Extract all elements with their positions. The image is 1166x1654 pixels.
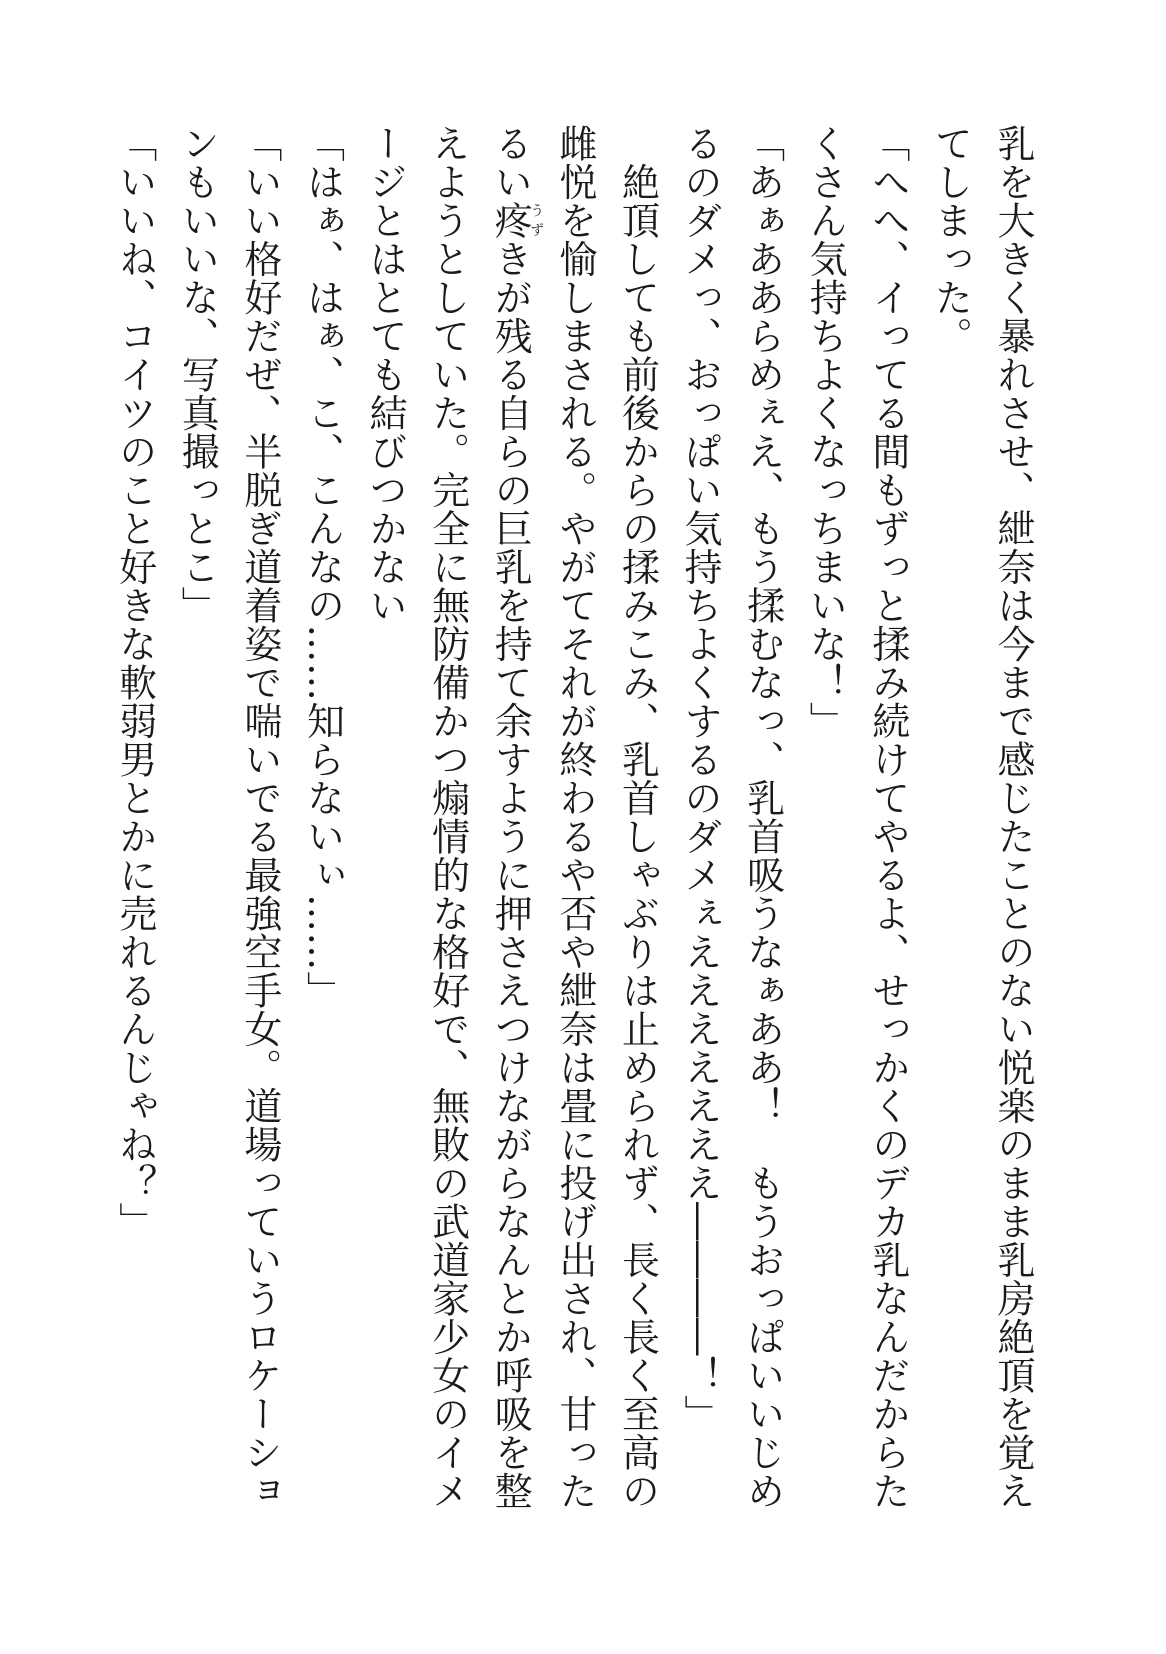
- text-line-9-start: るい: [488, 124, 533, 201]
- text-line-10: えようとしていた。完全に無防備かつ煽情的な格好で、無敗の武道家少女のイメ: [425, 124, 470, 1510]
- text-line-8: 雌悦を愉しまされる。やがてそれが終わるや否や紲奈は畳に投げ出され、甘った: [552, 124, 597, 1510]
- text-line-5: 「あぁああらめぇえ、もう揉むなっ、乳首吸うなぁああ！ もうおっぱいいじめ: [740, 124, 785, 1510]
- text-line-7: 絶頂しても前後からの揉みこみ、乳首しゃぶりは止められず、長く長く至高の: [615, 124, 660, 1510]
- text-line-2: てしまった。: [928, 124, 973, 355]
- text-line-13: 「いい格好だぜ、半脱ぎ道着姿で喘いでる最強空手女。道場っていうロケーショ: [237, 124, 282, 1510]
- text-line-3: 「へへ、イってる間もずっと揉み続けてやるよ、せっかくのデカ乳なんだからた: [865, 124, 910, 1510]
- vertical-text-body: [103, 124, 1044, 1510]
- text-line-14: ンもいいな、写真撮っとこ」: [175, 124, 220, 625]
- text-line-9: [479, 124, 545, 1510]
- text-line-4: くさん気持ちよくなっちまいな！」: [803, 124, 848, 740]
- text-line-11: ージとはとても結びつかない: [363, 124, 408, 625]
- text-line-12: 「はぁ、はぁ、こ、こんなの……知らないぃ……」: [300, 124, 345, 1010]
- text-line-9-end: きが残る自らの巨乳を持て余すように押さえつけながらなんとか呼吸を整: [488, 239, 533, 1510]
- ruby-base: 疼: [488, 201, 533, 240]
- ruby-reading: うず: [528, 201, 545, 240]
- text-line-6: るのダメっ、おっぱい気持ちよくするのダメぇえええええええ――――！」: [678, 124, 723, 1433]
- furigana-ruby: [488, 201, 545, 240]
- text-line-15: 「いいね、コイツのこと好きな軟弱男とかに売れるんじゃね？」: [112, 124, 157, 1241]
- text-line-1: 乳を大きく暴れさせ、紲奈は今まで感じたことのない悦楽のまま乳房絶頂を覚え: [991, 124, 1035, 1510]
